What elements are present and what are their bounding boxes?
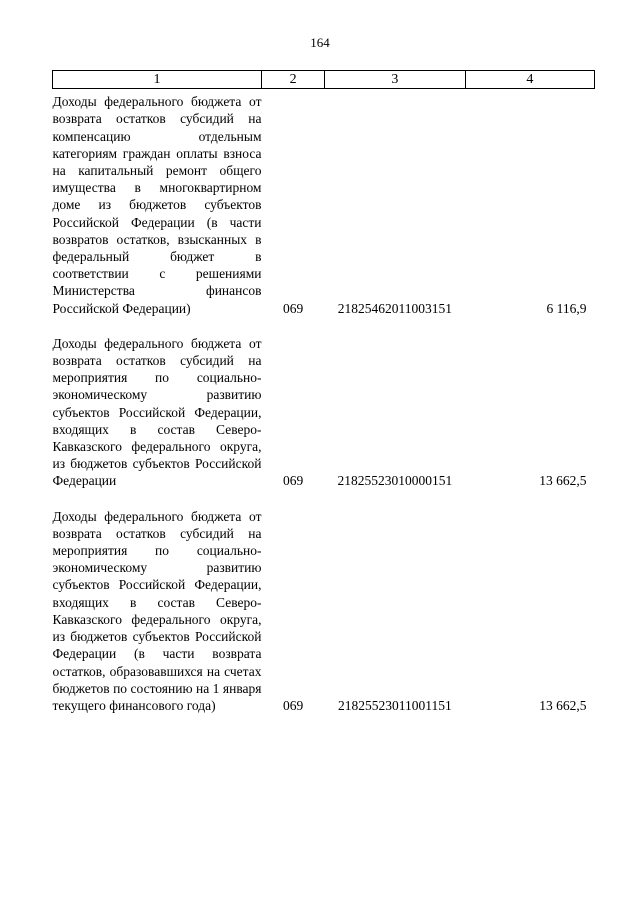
row-amount: 6 116,9 (546, 300, 587, 316)
column-header-2: 2 (261, 71, 324, 89)
column-header-1: 1 (53, 71, 262, 89)
page-number: 164 (310, 35, 330, 50)
row-admin-code: 069 (282, 697, 304, 713)
column-header-4: 4 (465, 71, 594, 89)
column-header-3: 3 (325, 71, 466, 89)
row-amount: 13 662,5 (539, 697, 587, 713)
table-header-row (53, 71, 595, 89)
table-row (53, 89, 595, 317)
row-spacer (53, 490, 595, 504)
row-kbk-code: 21825462011003151 (337, 300, 453, 316)
row-spacer (53, 317, 595, 331)
row-description: Доходы федерального бюджета от возврата остатков субсидий на мероприятия по социально-экономическому развитию субъектов Российской Федерации, входящих в состав Северо-Кавказского федерального округа, из бюджетов субъектов Российской Федерации (в части возврата остатков, образовавшихся на счетах бюджетов по состоянию на 1 января текущего финансового года) (52, 508, 262, 713)
row-description: Доходы федерального бюджета от возврата остатков субсидий на компенсацию отдельным категориям граждан оплаты взноса на капитальный ремонт общего имущества в многоквартирном доме из бюджетов субъектов Российской Федерации (в части возвратов остатков, взысканных в федеральный бюджет в соответствии с решениями Министерства финансов Российской Федерации) (52, 94, 262, 316)
row-kbk-code: 21825523010000151 (337, 473, 453, 489)
row-admin-code: 069 (282, 300, 304, 316)
row-admin-code: 069 (282, 473, 304, 489)
budget-table (52, 70, 595, 714)
table-row (53, 331, 595, 490)
table-row (53, 504, 595, 714)
row-kbk-code: 21825523011001151 (338, 697, 452, 713)
row-amount: 13 662,5 (539, 473, 587, 489)
row-description: Доходы федерального бюджета от возврата остатков субсидий на мероприятия по социально-экономическому развитию субъектов Российской Федерации, входящих в состав Северо-Кавказского федерального округа, из бюджетов субъектов Российской Федерации (52, 335, 262, 489)
